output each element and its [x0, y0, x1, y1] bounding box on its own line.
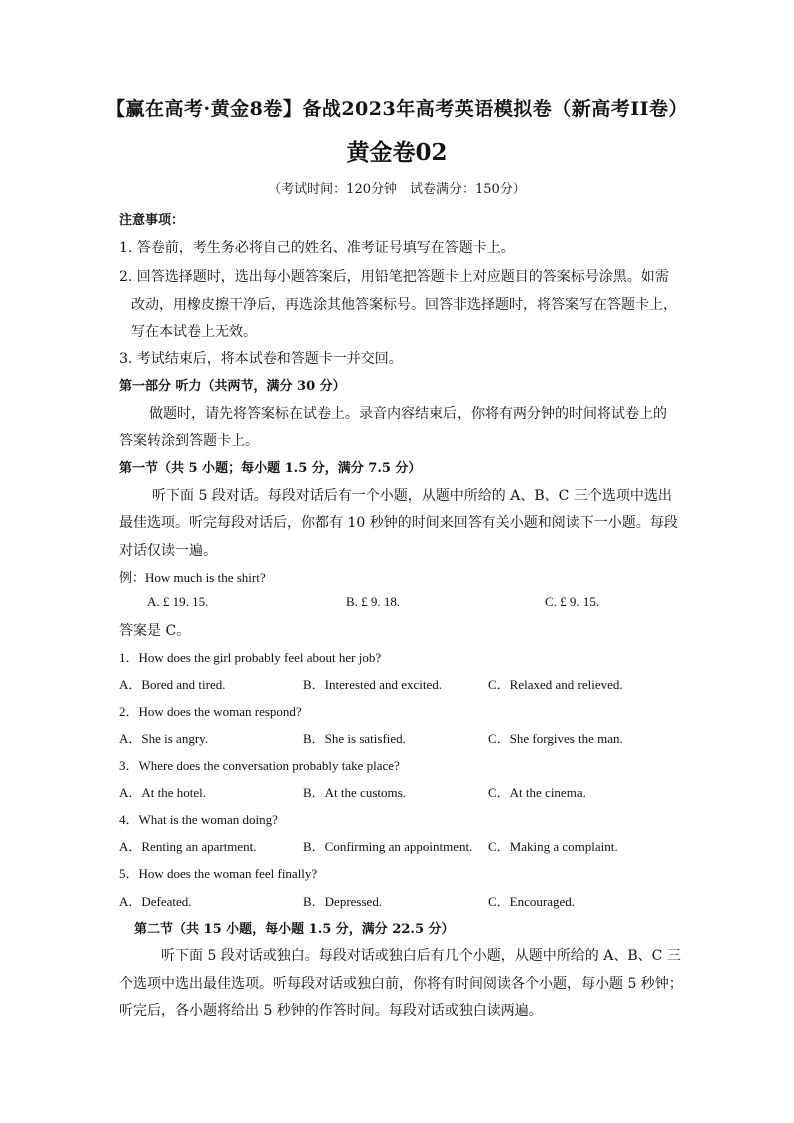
option-c: C．Relaxed and relieved.	[488, 677, 623, 692]
paper-subtitle: 黄金卷02	[346, 139, 448, 166]
notice-heading: 注意事项：	[119, 213, 185, 228]
question-text: 4．What is the woman doing?	[119, 812, 278, 827]
option-a: A．Renting an apartment.	[119, 839, 257, 854]
section2-intro-line: 听下面 5 段对话或独白。每段对话或独白后有几个小题，从题中所给的 A、B、C 三	[161, 948, 681, 964]
exam-time-note: （考试时间：120分钟 试卷满分：150分）	[268, 182, 526, 197]
part1-intro-line: 答案转涂到答题卡上。	[119, 433, 259, 449]
part1-intro-line: 做题时，请先将答案标在试卷上。录音内容结束后，你将有两分钟的时间将试卷上的	[149, 406, 667, 422]
notice-item: 2. 回答选择题时，选出每小题答案后，用铅笔把答题卡上对应题目的答案标号涂黑。如需	[119, 269, 669, 285]
option-a: A．Defeated.	[119, 894, 192, 909]
option-c: C．She forgives the man.	[488, 731, 623, 746]
option-a: A．At the hotel.	[119, 785, 207, 800]
exam-title: 【赢在高考·黄金8卷】备战2023年高考英语模拟卷（新高考II卷）	[106, 98, 688, 120]
example-question: 例：How much is the shirt?	[119, 570, 266, 585]
section1-intro-line: 最佳选项。听完每段对话后，你都有 10 秒钟的时间来回答有关小题和阅读下一小题。每段	[119, 515, 678, 531]
question-text: 3．Where does the conversation probably take place?	[119, 758, 400, 773]
example-option-a: A. £ 19. 15.	[147, 594, 209, 609]
section2-intro-line: 个选项中选出最佳选项。听每段对话或独白前，你将有时间阅读各个小题，每小题 5 秒钟；	[119, 976, 683, 992]
section2-intro-line: 听完后，各小题将给出 5 秒钟的作答时间。每段对话或独白读两遍。	[119, 1003, 543, 1019]
notice-item: 3. 考试结束后，将本试卷和答题卡一并交回。	[119, 351, 403, 367]
option-b: B．Confirming an appointment.	[303, 839, 473, 854]
part1-heading: 第一部分 听力（共两节，满分 30 分）	[119, 379, 346, 394]
question-text: 1．How does the girl probably feel about her job?	[119, 650, 382, 665]
option-c: C．Encouraged.	[488, 894, 576, 909]
question-text: 5．How does the woman feel finally?	[119, 866, 318, 881]
option-a: A．She is angry.	[119, 731, 209, 746]
notice-item: 改动，用橡皮擦干净后，再选涂其他答案标号。回答非选择题时，将答案写在答题卡上，	[131, 297, 677, 313]
option-b: B．At the customs.	[303, 785, 406, 800]
notice-item: 写在本试卷上无效。	[131, 324, 257, 340]
option-b: B．Depressed.	[303, 894, 383, 909]
option-c: C．At the cinema.	[488, 785, 586, 800]
example-option-c: C. £ 9. 15.	[545, 594, 600, 609]
notice-item: 1. 答卷前，考生务必将自己的姓名、准考证号填写在答题卡上。	[119, 240, 515, 256]
example-answer: 答案是 C。	[119, 623, 191, 639]
option-a: A．Bored and tired.	[119, 677, 226, 692]
section1-intro-line: 听下面 5 段对话。每段对话后有一个小题，从题中所给的 A、B、C 三个选项中选出	[152, 488, 672, 504]
example-option-b: B. £ 9. 18.	[346, 594, 401, 609]
option-b: B．She is satisfied.	[303, 731, 406, 746]
option-b: B．Interested and excited.	[303, 677, 442, 692]
option-c: C．Making a complaint.	[488, 839, 618, 854]
section2-heading: 第二节（共 15 小题，每小题 1.5 分，满分 22.5 分）	[134, 922, 455, 937]
section1-intro-line: 对话仅读一遍。	[119, 543, 217, 559]
question-text: 2．How does the woman respond?	[119, 704, 302, 719]
section1-heading: 第一节（共 5 小题；每小题 1.5 分，满分 7.5 分）	[119, 461, 422, 476]
